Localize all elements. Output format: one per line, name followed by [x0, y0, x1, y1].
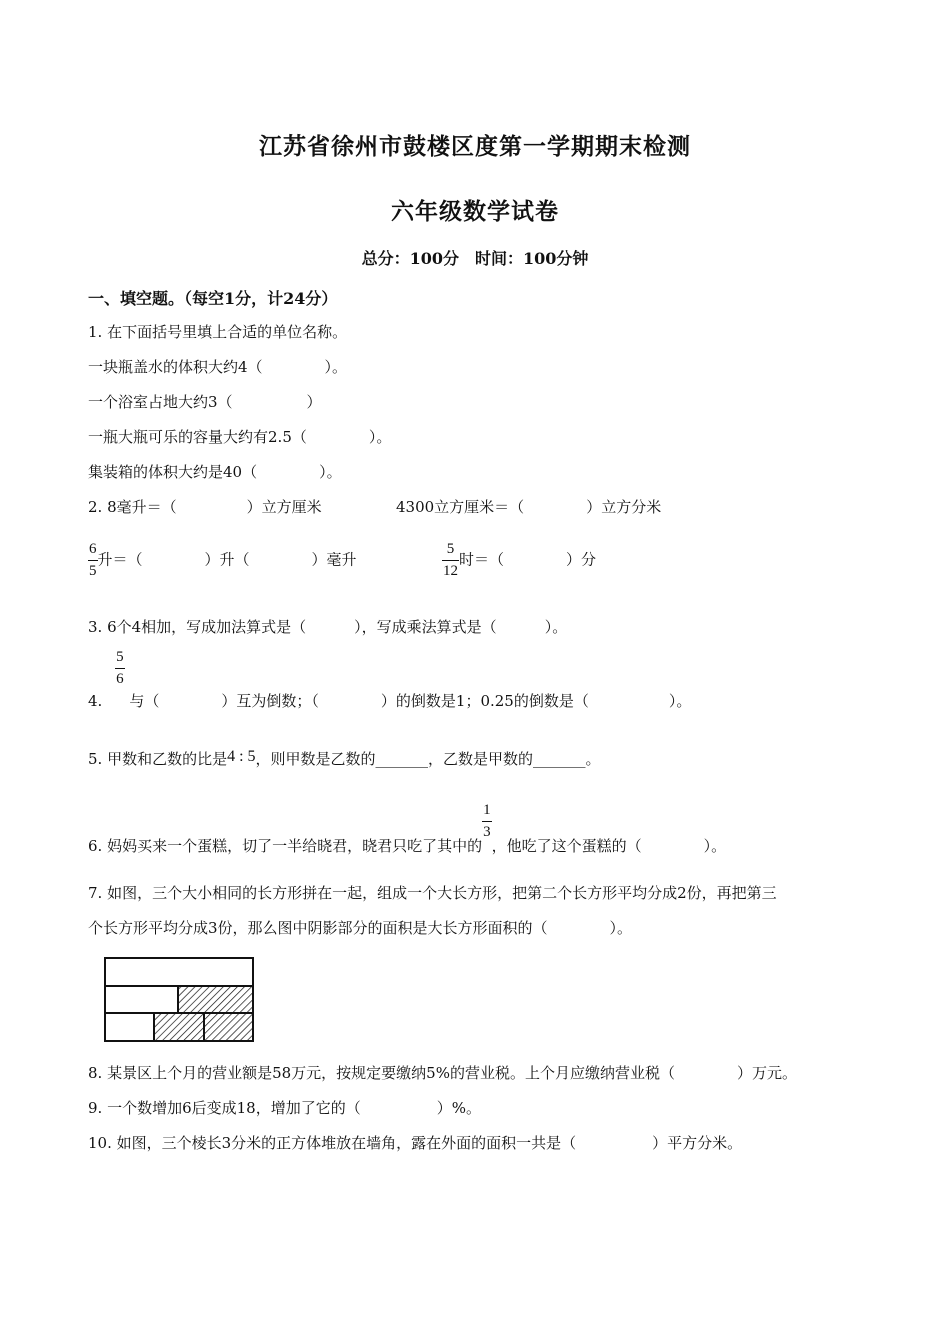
fraction-1-3: $\frac{1}{3}$ — [483, 802, 491, 840]
section-heading: 一、填空题。（每空1分，计24分） — [88, 289, 338, 308]
question-2a: 2. 8毫升＝（ ）立方厘米 — [88, 498, 322, 516]
rect-bottom-shaded-third-b — [204, 1013, 253, 1041]
question-7-line2: 个长方形平均分成3份，那么图中阴影部分的面积是大长方形面积的（ ）。 — [88, 919, 633, 937]
ratio-4-5: 4 : 5 — [227, 748, 256, 765]
fraction-6-5: $\frac{6}{5}$ — [89, 541, 97, 579]
question-9: 9. 一个数增加6后变成18，增加了它的（ ）%。 — [88, 1099, 481, 1117]
question-8: 8. 某景区上个月的营业额是58万元，按规定要缴纳5%的营业税。上个月应缴纳营业税（ ）万元。 — [88, 1064, 797, 1082]
question-1-stem: 1. 在下面括号里填上合适的单位名称。 — [88, 323, 348, 341]
rect-bottom-shaded-third-a — [154, 1013, 204, 1041]
question-1b: 一个浴室占地大约3（ ） — [88, 393, 322, 411]
question-2d: $\frac{5}{12}$ 时＝（ ）分 — [443, 541, 597, 579]
question-3: 3. 6个4相加，写成加法算式是（ ），写成乘法算式是（ ）。 — [88, 618, 568, 636]
question-7-line1: 7. 如图，三个大小相同的长方形拼在一起，组成一个大长方形，把第二个长方形平均分成2份，再把第三 — [88, 884, 777, 902]
question-1d: 集装箱的体积大约是40（ ）。 — [88, 463, 342, 481]
question-5: 5. 甲数和乙数的比是4 : 5，则甲数是乙数的_______，乙数是甲数的_______。 — [88, 748, 601, 768]
question-2b: 4300立方厘米＝（ ）立方分米 — [396, 498, 662, 516]
fraction-5-6: $\frac{5}{6}$ — [116, 649, 124, 687]
question-4: 4. $\frac{5}{6}$ 与（ ）互为倒数；（ ）的倒数是1；0.25的倒数是（ ）。 — [88, 649, 692, 710]
score-time-info: 总分：100分 时间：100分钟 — [361, 249, 589, 268]
rectangles-diagram — [104, 957, 256, 1043]
exam-title: 江苏省徐州市鼓楼区度第一学期期末检测 — [259, 133, 691, 160]
rect-middle-shaded-half — [178, 986, 253, 1013]
question-6: 6. 妈妈买来一个蛋糕，切了一半给晓君，晓君只吃了其中的 $\frac{1}{3}$ ，他吃了这个蛋糕的（ ）。 — [88, 802, 727, 855]
question-2c: $\frac{6}{5}$ 升＝（ ）升（ ）毫升 — [89, 541, 357, 579]
question-1a: 一块瓶盖水的体积大约4（ ）。 — [88, 358, 348, 376]
exam-subtitle: 六年级数学试卷 — [391, 198, 559, 225]
question-10: 10. 如图，三个棱长3分米的正方体堆放在墙角，露在外面的面积一共是（ ）平方分米。 — [88, 1134, 743, 1152]
rect-top — [105, 958, 253, 986]
fraction-5-12: $\frac{5}{12}$ — [443, 541, 458, 579]
rectangles-figure — [104, 957, 256, 1047]
question-1c: 一瓶大瓶可乐的容量大约有2.5（ ）。 — [88, 428, 392, 446]
